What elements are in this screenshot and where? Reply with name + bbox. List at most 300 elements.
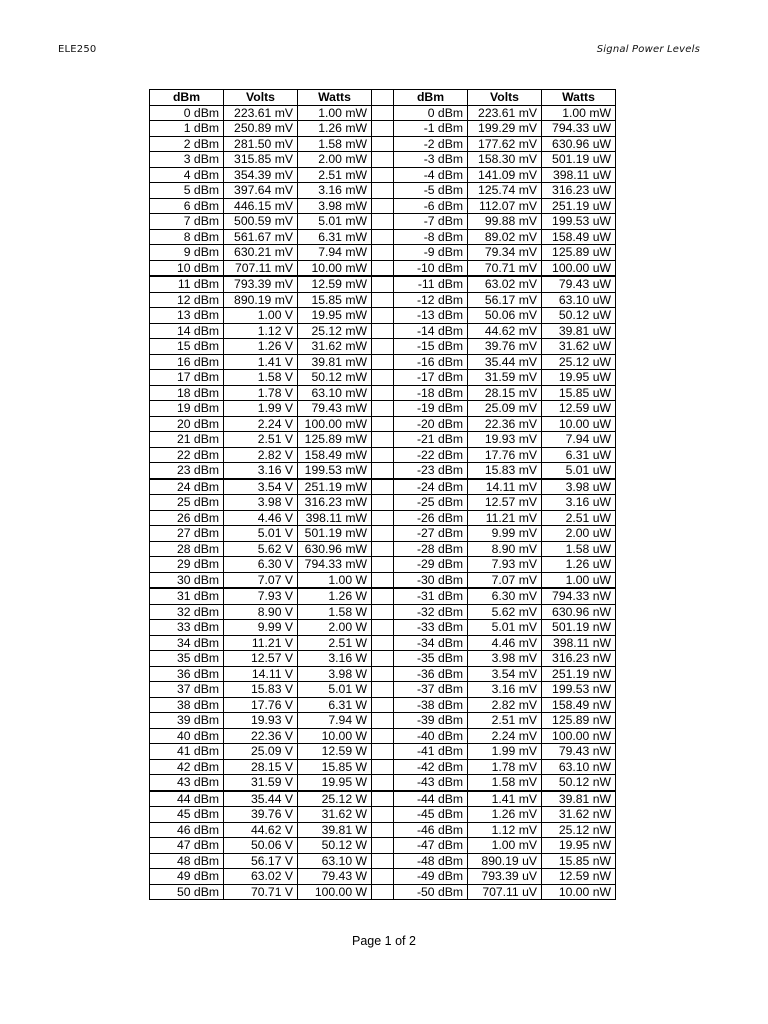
- cell-dbm-positive: 44 dBm: [150, 791, 224, 807]
- cell-volts-negative: 7.93 mV: [468, 557, 542, 573]
- cell-watts-positive: 398.11 mW: [298, 510, 372, 526]
- cell-watts-negative: 25.12 nW: [542, 822, 616, 838]
- cell-watts-negative: 100.00 uW: [542, 260, 616, 276]
- cell-volts-positive: 12.57 V: [224, 651, 298, 667]
- cell-watts-negative: 25.12 uW: [542, 354, 616, 370]
- cell-dbm-positive: 9 dBm: [150, 245, 224, 261]
- cell-volts-positive: 2.51 V: [224, 432, 298, 448]
- table-row: [150, 807, 616, 823]
- cell-watts-positive: 1.00 W: [298, 572, 372, 588]
- table-row: [150, 354, 616, 370]
- cell-volts-positive: 22.36 V: [224, 728, 298, 744]
- cell-volts-negative: 28.15 mV: [468, 385, 542, 401]
- cell-volts-positive: 315.85 mV: [224, 152, 298, 168]
- table-row: [150, 432, 616, 448]
- cell-volts-positive: 5.01 V: [224, 526, 298, 542]
- cell-volts-negative: 1.26 mV: [468, 807, 542, 823]
- cell-volts-negative: 39.76 mV: [468, 339, 542, 355]
- cell-watts-positive: 158.49 mW: [298, 447, 372, 463]
- cell-watts-positive: 316.23 mW: [298, 495, 372, 511]
- cell-watts-negative: 10.00 uW: [542, 416, 616, 432]
- cell-watts-positive: 19.95 mW: [298, 308, 372, 324]
- cell-volts-negative: 50.06 mV: [468, 308, 542, 324]
- cell-watts-negative: 15.85 uW: [542, 385, 616, 401]
- spacer-cell: [372, 121, 394, 137]
- cell-dbm-negative: -10 dBm: [394, 260, 468, 276]
- table-row: [150, 260, 616, 276]
- cell-watts-negative: 398.11 uW: [542, 167, 616, 183]
- cell-volts-negative: 15.83 mV: [468, 463, 542, 479]
- cell-dbm-negative: -23 dBm: [394, 463, 468, 479]
- spacer-cell: [372, 526, 394, 542]
- cell-dbm-negative: -11 dBm: [394, 276, 468, 292]
- cell-volts-negative: 890.19 uV: [468, 853, 542, 869]
- signal-power-table: [149, 89, 616, 900]
- cell-dbm-negative: -29 dBm: [394, 557, 468, 573]
- cell-dbm-negative: -43 dBm: [394, 775, 468, 791]
- cell-dbm-positive: 42 dBm: [150, 759, 224, 775]
- cell-volts-negative: 2.24 mV: [468, 728, 542, 744]
- table-row: [150, 775, 616, 791]
- table-row: [150, 167, 616, 183]
- cell-watts-negative: 63.10 nW: [542, 759, 616, 775]
- table-row: [150, 884, 616, 900]
- cell-volts-negative: 3.98 mV: [468, 651, 542, 667]
- cell-dbm-negative: -38 dBm: [394, 697, 468, 713]
- cell-volts-positive: 9.99 V: [224, 620, 298, 636]
- cell-volts-positive: 6.30 V: [224, 557, 298, 573]
- cell-watts-negative: 100.00 nW: [542, 728, 616, 744]
- cell-dbm-positive: 29 dBm: [150, 557, 224, 573]
- cell-watts-positive: 10.00 mW: [298, 260, 372, 276]
- cell-dbm-negative: -16 dBm: [394, 354, 468, 370]
- table-row: [150, 198, 616, 214]
- cell-volts-negative: 141.09 mV: [468, 167, 542, 183]
- cell-dbm-negative: -31 dBm: [394, 588, 468, 604]
- table-row: [150, 339, 616, 355]
- cell-volts-negative: 7.07 mV: [468, 572, 542, 588]
- cell-dbm-positive: 2 dBm: [150, 136, 224, 152]
- cell-dbm-positive: 27 dBm: [150, 526, 224, 542]
- cell-dbm-negative: -2 dBm: [394, 136, 468, 152]
- cell-watts-negative: 316.23 nW: [542, 651, 616, 667]
- cell-watts-positive: 100.00 mW: [298, 416, 372, 432]
- cell-watts-positive: 794.33 mW: [298, 557, 372, 573]
- table-row: [150, 572, 616, 588]
- cell-volts-positive: 281.50 mV: [224, 136, 298, 152]
- cell-dbm-negative: -25 dBm: [394, 495, 468, 511]
- cell-watts-negative: 7.94 uW: [542, 432, 616, 448]
- cell-dbm-negative: -37 dBm: [394, 682, 468, 698]
- table-row: [150, 447, 616, 463]
- table-row: [150, 666, 616, 682]
- cell-watts-negative: 19.95 nW: [542, 838, 616, 854]
- cell-watts-negative: 15.85 nW: [542, 853, 616, 869]
- spacer-cell: [372, 635, 394, 651]
- cell-watts-positive: 251.19 mW: [298, 479, 372, 495]
- cell-dbm-positive: 43 dBm: [150, 775, 224, 791]
- cell-dbm-positive: 38 dBm: [150, 697, 224, 713]
- cell-dbm-positive: 4 dBm: [150, 167, 224, 183]
- cell-watts-negative: 12.59 nW: [542, 869, 616, 885]
- cell-dbm-positive: 18 dBm: [150, 385, 224, 401]
- table-row: [150, 651, 616, 667]
- spacer-cell: [372, 713, 394, 729]
- spacer-cell: [372, 432, 394, 448]
- spacer-cell: [372, 198, 394, 214]
- cell-watts-negative: 501.19 uW: [542, 152, 616, 168]
- cell-dbm-negative: -7 dBm: [394, 214, 468, 230]
- cell-volts-negative: 31.59 mV: [468, 370, 542, 386]
- cell-dbm-positive: 50 dBm: [150, 884, 224, 900]
- cell-dbm-negative: -24 dBm: [394, 479, 468, 495]
- table-row: [150, 682, 616, 698]
- cell-volts-negative: 14.11 mV: [468, 479, 542, 495]
- cell-dbm-positive: 35 dBm: [150, 651, 224, 667]
- table-row: [150, 510, 616, 526]
- table-row: [150, 526, 616, 542]
- table-row: [150, 479, 616, 495]
- cell-watts-negative: 794.33 nW: [542, 588, 616, 604]
- cell-volts-positive: 63.02 V: [224, 869, 298, 885]
- cell-dbm-negative: -4 dBm: [394, 167, 468, 183]
- cell-dbm-positive: 24 dBm: [150, 479, 224, 495]
- cell-watts-negative: 398.11 nW: [542, 635, 616, 651]
- cell-watts-negative: 19.95 uW: [542, 370, 616, 386]
- cell-volts-positive: 1.26 V: [224, 339, 298, 355]
- table-row: [150, 323, 616, 339]
- spacer-cell: [372, 370, 394, 386]
- cell-volts-negative: 22.36 mV: [468, 416, 542, 432]
- cell-dbm-positive: 28 dBm: [150, 541, 224, 557]
- cell-volts-negative: 3.16 mV: [468, 682, 542, 698]
- table-row: [150, 292, 616, 308]
- cell-watts-positive: 630.96 mW: [298, 541, 372, 557]
- cell-volts-negative: 199.29 mV: [468, 121, 542, 137]
- spacer-cell: [372, 884, 394, 900]
- cell-dbm-positive: 11 dBm: [150, 276, 224, 292]
- spacer-cell: [372, 479, 394, 495]
- table-row: [150, 759, 616, 775]
- cell-volts-positive: 8.90 V: [224, 604, 298, 620]
- spacer-cell: [372, 214, 394, 230]
- cell-volts-positive: 793.39 mV: [224, 276, 298, 292]
- column-header-spacer: [372, 90, 394, 106]
- cell-dbm-negative: -21 dBm: [394, 432, 468, 448]
- spacer-cell: [372, 354, 394, 370]
- column-header-dbm-negative: dBm: [394, 90, 468, 106]
- cell-dbm-positive: 37 dBm: [150, 682, 224, 698]
- cell-watts-positive: 19.95 W: [298, 775, 372, 791]
- spacer-cell: [372, 557, 394, 573]
- spacer-cell: [372, 838, 394, 854]
- spacer-cell: [372, 308, 394, 324]
- cell-watts-positive: 15.85 mW: [298, 292, 372, 308]
- cell-volts-positive: 223.61 mV: [224, 105, 298, 121]
- spacer-cell: [372, 276, 394, 292]
- cell-dbm-positive: 20 dBm: [150, 416, 224, 432]
- cell-volts-negative: 17.76 mV: [468, 447, 542, 463]
- cell-watts-negative: 39.81 nW: [542, 791, 616, 807]
- table-row: [150, 276, 616, 292]
- cell-volts-positive: 397.64 mV: [224, 183, 298, 199]
- cell-volts-positive: 14.11 V: [224, 666, 298, 682]
- cell-watts-positive: 3.16 mW: [298, 183, 372, 199]
- cell-dbm-negative: -14 dBm: [394, 323, 468, 339]
- cell-watts-positive: 2.00 W: [298, 620, 372, 636]
- cell-volts-negative: 3.54 mV: [468, 666, 542, 682]
- cell-watts-positive: 1.00 mW: [298, 105, 372, 121]
- cell-volts-positive: 28.15 V: [224, 759, 298, 775]
- cell-watts-positive: 15.85 W: [298, 759, 372, 775]
- cell-dbm-negative: -39 dBm: [394, 713, 468, 729]
- spacer-cell: [372, 572, 394, 588]
- cell-watts-positive: 6.31 mW: [298, 229, 372, 245]
- cell-watts-positive: 12.59 W: [298, 744, 372, 760]
- spacer-cell: [372, 791, 394, 807]
- cell-watts-negative: 630.96 nW: [542, 604, 616, 620]
- cell-watts-positive: 1.58 W: [298, 604, 372, 620]
- cell-volts-positive: 35.44 V: [224, 791, 298, 807]
- cell-watts-negative: 5.01 uW: [542, 463, 616, 479]
- cell-watts-negative: 1.26 uW: [542, 557, 616, 573]
- cell-volts-positive: 354.39 mV: [224, 167, 298, 183]
- cell-watts-positive: 6.31 W: [298, 697, 372, 713]
- cell-watts-positive: 2.51 W: [298, 635, 372, 651]
- cell-dbm-negative: -34 dBm: [394, 635, 468, 651]
- cell-watts-negative: 1.00 uW: [542, 572, 616, 588]
- column-header-volts-negative: Volts: [468, 90, 542, 106]
- spacer-cell: [372, 229, 394, 245]
- cell-volts-positive: 446.15 mV: [224, 198, 298, 214]
- table-row: [150, 105, 616, 121]
- table-row: [150, 416, 616, 432]
- cell-volts-positive: 630.21 mV: [224, 245, 298, 261]
- cell-watts-negative: 199.53 uW: [542, 214, 616, 230]
- cell-volts-positive: 1.12 V: [224, 323, 298, 339]
- cell-watts-positive: 100.00 W: [298, 884, 372, 900]
- cell-watts-positive: 79.43 mW: [298, 401, 372, 417]
- table-row: [150, 183, 616, 199]
- cell-watts-negative: 158.49 nW: [542, 697, 616, 713]
- cell-volts-positive: 44.62 V: [224, 822, 298, 838]
- table-row: [150, 152, 616, 168]
- cell-dbm-positive: 12 dBm: [150, 292, 224, 308]
- cell-dbm-negative: -45 dBm: [394, 807, 468, 823]
- cell-volts-positive: 2.82 V: [224, 447, 298, 463]
- cell-dbm-positive: 45 dBm: [150, 807, 224, 823]
- cell-watts-negative: 79.43 nW: [542, 744, 616, 760]
- cell-watts-positive: 10.00 W: [298, 728, 372, 744]
- cell-volts-negative: 35.44 mV: [468, 354, 542, 370]
- cell-dbm-positive: 26 dBm: [150, 510, 224, 526]
- spacer-cell: [372, 152, 394, 168]
- spacer-cell: [372, 510, 394, 526]
- cell-watts-negative: 251.19 uW: [542, 198, 616, 214]
- cell-volts-negative: 223.61 mV: [468, 105, 542, 121]
- cell-volts-negative: 63.02 mV: [468, 276, 542, 292]
- cell-dbm-negative: -44 dBm: [394, 791, 468, 807]
- table-row: [150, 463, 616, 479]
- cell-dbm-positive: 16 dBm: [150, 354, 224, 370]
- spacer-cell: [372, 651, 394, 667]
- cell-dbm-positive: 15 dBm: [150, 339, 224, 355]
- table-row: [150, 822, 616, 838]
- spacer-cell: [372, 495, 394, 511]
- cell-volts-negative: 2.51 mV: [468, 713, 542, 729]
- cell-dbm-positive: 31 dBm: [150, 588, 224, 604]
- cell-dbm-negative: -12 dBm: [394, 292, 468, 308]
- table-row: [150, 370, 616, 386]
- cell-volts-negative: 793.39 uV: [468, 869, 542, 885]
- table-row: [150, 635, 616, 651]
- cell-volts-negative: 177.62 mV: [468, 136, 542, 152]
- cell-watts-positive: 5.01 mW: [298, 214, 372, 230]
- table-row: [150, 620, 616, 636]
- cell-watts-positive: 39.81 W: [298, 822, 372, 838]
- table-row: [150, 495, 616, 511]
- cell-dbm-positive: 0 dBm: [150, 105, 224, 121]
- cell-watts-negative: 125.89 uW: [542, 245, 616, 261]
- cell-dbm-positive: 17 dBm: [150, 370, 224, 386]
- cell-watts-negative: 199.53 nW: [542, 682, 616, 698]
- cell-watts-negative: 630.96 uW: [542, 136, 616, 152]
- cell-watts-positive: 2.00 mW: [298, 152, 372, 168]
- cell-dbm-positive: 49 dBm: [150, 869, 224, 885]
- cell-volts-positive: 7.07 V: [224, 572, 298, 588]
- cell-volts-negative: 25.09 mV: [468, 401, 542, 417]
- cell-volts-positive: 561.67 mV: [224, 229, 298, 245]
- cell-watts-positive: 1.58 mW: [298, 136, 372, 152]
- cell-dbm-negative: -50 dBm: [394, 884, 468, 900]
- spacer-cell: [372, 292, 394, 308]
- cell-volts-negative: 8.90 mV: [468, 541, 542, 557]
- cell-volts-negative: 112.07 mV: [468, 198, 542, 214]
- cell-watts-positive: 7.94 W: [298, 713, 372, 729]
- spacer-cell: [372, 447, 394, 463]
- table-row: [150, 245, 616, 261]
- cell-volts-negative: 89.02 mV: [468, 229, 542, 245]
- cell-volts-positive: 1.99 V: [224, 401, 298, 417]
- cell-watts-negative: 316.23 uW: [542, 183, 616, 199]
- spacer-cell: [372, 666, 394, 682]
- cell-watts-positive: 125.89 mW: [298, 432, 372, 448]
- cell-dbm-positive: 8 dBm: [150, 229, 224, 245]
- cell-watts-negative: 31.62 nW: [542, 807, 616, 823]
- cell-volts-negative: 1.78 mV: [468, 759, 542, 775]
- cell-volts-negative: 6.30 mV: [468, 588, 542, 604]
- cell-volts-positive: 1.58 V: [224, 370, 298, 386]
- cell-volts-negative: 11.21 mV: [468, 510, 542, 526]
- cell-dbm-positive: 34 dBm: [150, 635, 224, 651]
- page-number: Page 1 of 2: [352, 934, 416, 948]
- cell-volts-negative: 1.00 mV: [468, 838, 542, 854]
- cell-dbm-negative: -3 dBm: [394, 152, 468, 168]
- cell-watts-negative: 3.16 uW: [542, 495, 616, 511]
- cell-watts-positive: 2.51 mW: [298, 167, 372, 183]
- column-header-dbm-positive: dBm: [150, 90, 224, 106]
- spacer-cell: [372, 136, 394, 152]
- cell-watts-positive: 63.10 mW: [298, 385, 372, 401]
- cell-volts-negative: 158.30 mV: [468, 152, 542, 168]
- cell-watts-negative: 1.58 uW: [542, 541, 616, 557]
- cell-dbm-negative: -36 dBm: [394, 666, 468, 682]
- cell-volts-negative: 1.41 mV: [468, 791, 542, 807]
- table-header-row: [150, 90, 616, 106]
- cell-volts-positive: 500.59 mV: [224, 214, 298, 230]
- table-row: [150, 541, 616, 557]
- cell-dbm-positive: 1 dBm: [150, 121, 224, 137]
- cell-volts-positive: 50.06 V: [224, 838, 298, 854]
- spacer-cell: [372, 728, 394, 744]
- cell-volts-positive: 1.41 V: [224, 354, 298, 370]
- cell-watts-positive: 39.81 mW: [298, 354, 372, 370]
- cell-watts-positive: 3.98 W: [298, 666, 372, 682]
- cell-dbm-negative: -28 dBm: [394, 541, 468, 557]
- table-row: [150, 869, 616, 885]
- table-row: [150, 744, 616, 760]
- cell-volts-positive: 3.16 V: [224, 463, 298, 479]
- cell-dbm-negative: -32 dBm: [394, 604, 468, 620]
- cell-dbm-positive: 5 dBm: [150, 183, 224, 199]
- spacer-cell: [372, 759, 394, 775]
- cell-dbm-negative: -20 dBm: [394, 416, 468, 432]
- table-row: [150, 838, 616, 854]
- cell-watts-positive: 3.98 mW: [298, 198, 372, 214]
- cell-watts-positive: 7.94 mW: [298, 245, 372, 261]
- table-row: [150, 728, 616, 744]
- cell-dbm-negative: -1 dBm: [394, 121, 468, 137]
- table-row: [150, 791, 616, 807]
- cell-volts-positive: 11.21 V: [224, 635, 298, 651]
- cell-watts-negative: 2.51 uW: [542, 510, 616, 526]
- cell-watts-positive: 3.16 W: [298, 651, 372, 667]
- cell-volts-positive: 56.17 V: [224, 853, 298, 869]
- cell-dbm-positive: 25 dBm: [150, 495, 224, 511]
- cell-dbm-negative: -27 dBm: [394, 526, 468, 542]
- cell-dbm-negative: -15 dBm: [394, 339, 468, 355]
- cell-volts-negative: 707.11 uV: [468, 884, 542, 900]
- cell-volts-positive: 1.00 V: [224, 308, 298, 324]
- cell-dbm-positive: 47 dBm: [150, 838, 224, 854]
- spacer-cell: [372, 604, 394, 620]
- cell-dbm-positive: 32 dBm: [150, 604, 224, 620]
- spacer-cell: [372, 682, 394, 698]
- column-header-volts-positive: Volts: [224, 90, 298, 106]
- cell-volts-negative: 19.93 mV: [468, 432, 542, 448]
- cell-dbm-positive: 48 dBm: [150, 853, 224, 869]
- cell-dbm-negative: -19 dBm: [394, 401, 468, 417]
- table-row: [150, 401, 616, 417]
- cell-volts-positive: 15.83 V: [224, 682, 298, 698]
- cell-watts-negative: 50.12 nW: [542, 775, 616, 791]
- cell-volts-negative: 99.88 mV: [468, 214, 542, 230]
- cell-dbm-positive: 36 dBm: [150, 666, 224, 682]
- cell-watts-negative: 501.19 nW: [542, 620, 616, 636]
- cell-watts-positive: 12.59 mW: [298, 276, 372, 292]
- cell-volts-positive: 890.19 mV: [224, 292, 298, 308]
- cell-volts-positive: 19.93 V: [224, 713, 298, 729]
- table-row: [150, 697, 616, 713]
- cell-dbm-negative: -13 dBm: [394, 308, 468, 324]
- cell-watts-negative: 794.33 uW: [542, 121, 616, 137]
- cell-dbm-negative: -40 dBm: [394, 728, 468, 744]
- spacer-cell: [372, 541, 394, 557]
- spacer-cell: [372, 697, 394, 713]
- cell-volts-positive: 17.76 V: [224, 697, 298, 713]
- cell-dbm-negative: -35 dBm: [394, 651, 468, 667]
- cell-watts-negative: 79.43 uW: [542, 276, 616, 292]
